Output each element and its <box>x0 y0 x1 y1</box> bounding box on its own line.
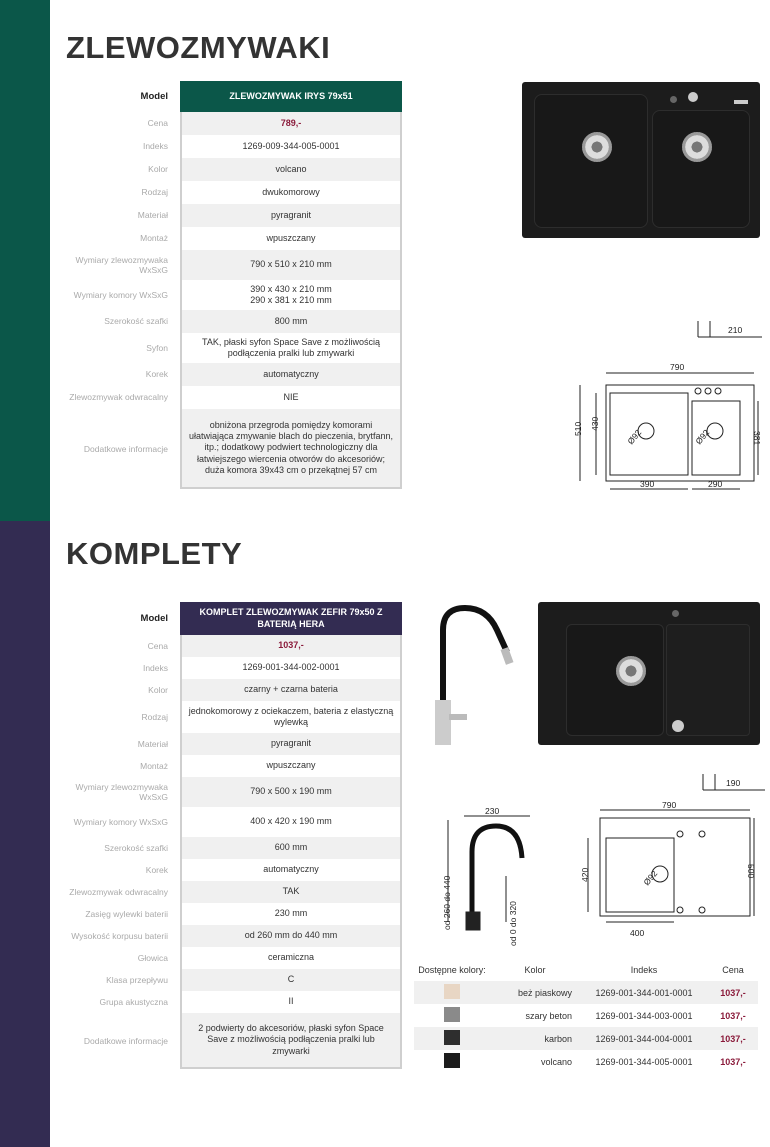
spec-row <box>50 1013 402 1069</box>
spec-row <box>50 81 402 112</box>
spec-table-zefir <box>50 602 402 1069</box>
spec-value: pyragranit <box>180 733 402 755</box>
faucet-photo-hera <box>425 600 520 750</box>
spec-value: 1269-001-344-002-0001 <box>180 657 402 679</box>
spec-label: Głowica <box>137 952 168 963</box>
color-index: 1269-001-344-001-0001 <box>595 987 693 998</box>
dim-bowl-h2: 381 <box>752 431 762 446</box>
drain-icon <box>616 656 646 686</box>
color-row <box>414 1050 758 1073</box>
spec-row <box>50 701 402 733</box>
swatch-cell <box>414 984 490 1001</box>
dim-bowl-w1: 390 <box>640 479 655 489</box>
spec-row <box>50 158 402 181</box>
spec-row <box>50 947 402 969</box>
colors-table <box>414 958 758 1073</box>
spec-label: Dodatkowe informacje <box>83 1035 168 1046</box>
purple-side-band <box>0 521 50 1147</box>
spec-value: 600 mm <box>180 837 402 859</box>
spec-label: Wymiary komory WxSxG <box>73 289 168 300</box>
sink-photo-zefir <box>538 602 760 745</box>
spec-row <box>50 635 402 657</box>
spec-row <box>50 903 402 925</box>
spec-row <box>50 777 402 807</box>
color-price: 1037,- <box>720 1056 746 1067</box>
dim-width: 790 <box>662 800 677 810</box>
spec-label: Zlewozmywak odwracalny <box>69 886 168 897</box>
spec-row <box>50 250 402 280</box>
spec-label: Klasa przepływu <box>106 974 168 985</box>
spec-value: ZLEWOZMYWAK IRYS 79x51 <box>180 81 402 112</box>
colors-header-price: Cena <box>722 964 744 975</box>
spec-label: Wysokość korpusu baterii <box>71 930 168 941</box>
drain-button-icon <box>688 92 698 102</box>
section-title-zlewozmywaki: ZLEWOZMYWAKI <box>66 30 331 65</box>
color-name: szary beton <box>525 1010 572 1021</box>
spec-label: Montaż <box>140 233 168 244</box>
section-title-komplety: KOMPLETY <box>66 536 243 571</box>
spec-label: Montaż <box>140 760 168 771</box>
spec-row <box>50 363 402 386</box>
spec-label: Wymiary komory WxSxG <box>73 816 168 827</box>
spec-value: automatyczny <box>180 363 402 386</box>
dim-drain1: Ø92 <box>625 427 644 447</box>
green-side-band <box>0 0 50 521</box>
spec-value: 2 podwierty do akcesoriów, płaski syfon Space Save z możliwością podłączenia pralki lub zmywarki <box>180 1013 402 1069</box>
dim-faucet-spout: od 0 do 320 <box>508 901 518 946</box>
spec-value: 230 mm <box>180 903 402 925</box>
spec-label: Szerokość szafki <box>104 842 168 853</box>
spec-row <box>50 204 402 227</box>
sink-photo-irys <box>522 82 760 238</box>
drain-icon <box>582 132 612 162</box>
color-row <box>414 1027 758 1050</box>
spec-row <box>50 733 402 755</box>
colors-header-index: Indeks <box>630 964 658 975</box>
color-name: beż piaskowy <box>517 987 572 998</box>
colors-header-color: Kolor <box>524 964 546 975</box>
spec-row <box>50 135 402 158</box>
dim-faucet-reach: 230 <box>485 806 500 816</box>
color-index: 1269-001-344-004-0001 <box>595 1033 693 1044</box>
bowl <box>566 624 664 736</box>
spec-label: Model <box>140 612 168 624</box>
spec-label: Dodatkowe informacje <box>83 443 168 454</box>
spec-value: ceramiczna <box>180 947 402 969</box>
spec-row <box>50 807 402 837</box>
spec-value: II <box>180 991 402 1013</box>
technical-drawing-zefir <box>430 772 765 952</box>
dim-bowl-h: 420 <box>580 867 590 882</box>
spec-label: Korek <box>145 369 168 380</box>
dim-bowl-h1: 430 <box>590 416 600 431</box>
spec-row <box>50 969 402 991</box>
color-index: 1269-001-344-003-0001 <box>595 1010 693 1021</box>
spec-label: Indeks <box>142 141 168 152</box>
drain-icon <box>682 132 712 162</box>
dim-bowl-w2: 290 <box>708 479 723 489</box>
spec-value: 790 x 500 x 190 mm <box>180 777 402 807</box>
spec-value: wpuszczany <box>180 227 402 250</box>
swatch-cell <box>414 1053 490 1070</box>
spec-value: jednokomorowy z ociekaczem, bateria z elastyczną wylewką <box>180 701 402 733</box>
spec-label: Kolor <box>148 684 168 695</box>
color-price: 1037,- <box>720 1010 746 1021</box>
color-swatch <box>444 1053 460 1068</box>
spec-value: dwukomorowy <box>180 181 402 204</box>
spec-label: Model <box>140 90 168 102</box>
spec-row <box>50 991 402 1013</box>
spec-value: czarny + czarna bateria <box>180 679 402 701</box>
colors-table-header <box>414 958 758 981</box>
spec-row <box>50 679 402 701</box>
color-name: karbon <box>544 1033 572 1044</box>
color-row <box>414 981 758 1004</box>
color-row <box>414 1004 758 1027</box>
spec-row <box>50 602 402 635</box>
spec-label: Syfon <box>146 342 168 353</box>
tap-hole-icon <box>672 610 679 617</box>
color-name: volcano <box>540 1056 572 1067</box>
tap-hole-icon <box>670 96 677 103</box>
spec-value: wpuszczany <box>180 755 402 777</box>
spec-label: Wymiary zlewozmywaka WxSxG <box>75 254 168 275</box>
spec-label: Cena <box>147 640 168 651</box>
swatch-cell <box>414 1007 490 1024</box>
spec-value: TAK <box>180 881 402 903</box>
spec-label: Szerokość szafki <box>104 316 168 327</box>
dim-height: 510 <box>573 421 583 436</box>
spec-value: volcano <box>180 158 402 181</box>
spec-label: Materiał <box>137 738 168 749</box>
spec-value: 789,- <box>180 112 402 135</box>
spec-label: Indeks <box>142 662 168 673</box>
spec-table-irys <box>50 81 402 489</box>
colors-header-label: Dostępne kolory: <box>418 964 486 975</box>
spec-label: Zlewozmywak odwracalny <box>69 392 168 403</box>
spec-value: KOMPLET ZLEWOZMYWAK ZEFIR 79x50 Z BATERIĄ HERA <box>180 602 402 635</box>
spec-label: Rodzaj <box>141 711 168 722</box>
dim-faucet-height: od 260 do 440 <box>442 875 452 930</box>
spec-row <box>50 755 402 777</box>
technical-drawing-irys <box>570 315 765 495</box>
color-price: 1037,- <box>720 1033 746 1044</box>
color-swatch <box>444 1007 460 1022</box>
spec-row <box>50 386 402 409</box>
spec-label: Zasięg wylewki baterii <box>85 908 168 919</box>
spec-row <box>50 227 402 250</box>
color-swatch <box>444 1030 460 1045</box>
dim-depth: 190 <box>726 778 741 788</box>
color-swatch <box>444 984 460 999</box>
spec-row <box>50 859 402 881</box>
spec-value: 800 mm <box>180 310 402 333</box>
spec-value: 390 x 430 x 210 mm 290 x 381 x 210 mm <box>180 280 402 310</box>
spec-row <box>50 837 402 859</box>
drain-button-icon <box>672 720 684 732</box>
spec-value: TAK, płaski syfon Space Save z możliwością podłączenia pralki lub zmywarki <box>180 333 402 363</box>
spec-label: Materiał <box>137 210 168 221</box>
bowl-small <box>652 110 750 228</box>
spec-row <box>50 925 402 947</box>
spec-row <box>50 280 402 310</box>
dim-drain2: Ø92 <box>693 427 712 447</box>
spec-value: obniżona przegroda pomiędzy komorami ułatwiająca zmywanie blach do pieczenia, brytfann, itp.; dodatkowy podwiert technologiczny dla łatwiejszego wiercenia otworów do akcesoriów; duża komora 39x43 cm o przekątnej 57 cm <box>180 409 402 489</box>
spec-row <box>50 310 402 333</box>
spec-value: NIE <box>180 386 402 409</box>
spec-row <box>50 112 402 135</box>
color-price: 1037,- <box>720 987 746 998</box>
dim-bowl-w: 400 <box>630 928 645 938</box>
dim-height: 500 <box>746 864 756 879</box>
spec-label: Wymiary zlewozmywaka WxSxG <box>75 781 168 802</box>
swatch-cell <box>414 1030 490 1047</box>
spec-value: 790 x 510 x 210 mm <box>180 250 402 280</box>
spec-row <box>50 333 402 363</box>
spec-value: 1269-009-344-005-0001 <box>180 135 402 158</box>
spec-row <box>50 881 402 903</box>
dim-width: 790 <box>670 362 685 372</box>
spec-label: Grupa akustyczna <box>99 996 168 1007</box>
spec-value: C <box>180 969 402 991</box>
spec-label: Kolor <box>148 164 168 175</box>
spec-label: Korek <box>145 864 168 875</box>
spec-row <box>50 657 402 679</box>
spec-value: od 260 mm do 440 mm <box>180 925 402 947</box>
dim-drain: Ø92 <box>641 868 660 888</box>
spec-label: Cena <box>147 118 168 129</box>
spec-value: automatyczny <box>180 859 402 881</box>
spec-value: pyragranit <box>180 204 402 227</box>
color-index: 1269-001-344-005-0001 <box>595 1056 693 1067</box>
dim-depth: 210 <box>728 325 743 335</box>
spec-value: 1037,- <box>180 635 402 657</box>
overflow-icon <box>734 100 748 104</box>
spec-row <box>50 409 402 489</box>
spec-row <box>50 181 402 204</box>
spec-value: 400 x 420 x 190 mm <box>180 807 402 837</box>
spec-label: Rodzaj <box>141 187 168 198</box>
